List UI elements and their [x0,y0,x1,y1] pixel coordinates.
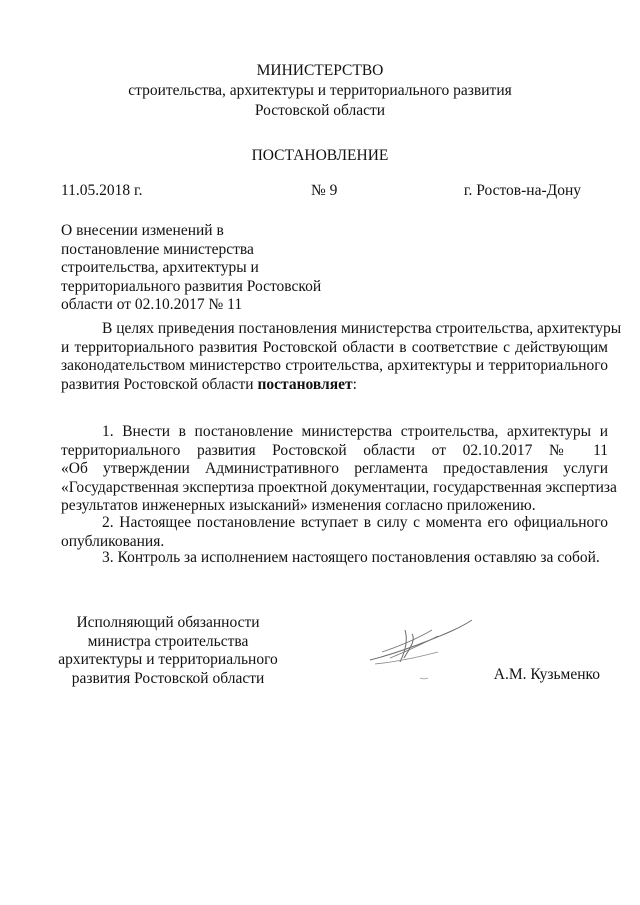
item-line: 1. Внести в постановление министерства строительства, архитектуры и [102,423,608,440]
handwritten-signature [360,600,480,680]
preamble-line [61,376,608,395]
item-line: территориального развития Ростовской области от 02.10.2017 № 11 [61,441,608,459]
signatory-line: архитектуры и территориального [58,651,278,668]
subject-line: области от 02.10.2017 № 11 [61,296,243,313]
resolution-item-3 [61,549,608,568]
ministry-subtitle-line2: Ростовской области [254,102,386,119]
item-line: результатов инженерных изысканий» изменения согласно приложению. [61,497,536,514]
document-date: 11.05.2018 г. [61,182,143,199]
signatory-line: министра строительства [87,632,249,650]
signatory-position [58,614,278,688]
document-city: г. Ростов-на-Дону [463,182,581,199]
preamble-paragraph [61,320,622,394]
preamble-resolves: постановляет [257,375,353,393]
item-line: 3. Контроль за исполнением настоящего постановления оставляю за собой. [102,549,600,566]
ministry-subtitle-line1: строительства, архитектуры и территориального развития [128,82,512,99]
item-line: «Государственная экспертиза проектной документации, государственная экспертиза [61,478,617,496]
document-meta [61,182,581,202]
preamble-line: и территориального развития Ростовской области в соответствие с действующим [61,338,608,356]
document-number: № 9 [311,182,338,199]
item-line: опубликования. [61,532,165,550]
document-subject [61,222,331,315]
subject-line: постановление министерства [61,240,254,258]
ministry-title: МИНИСТЕРСТВО [256,62,384,79]
preamble-line: В целях приведения постановления министерства строительства, архитектуры [102,320,622,337]
document-type: ПОСТАНОВЛЕНИЕ [251,147,389,164]
subject-line: О внесении изменений в [61,222,224,239]
resolution-item-2 [61,514,608,551]
signatory-name: А.М. Кузьменко [493,666,600,683]
preamble-line: законодательством министерство строительства, архитектуры и территориального [61,357,608,374]
signatory-line: Исполняющий обязанности [76,614,260,631]
preamble-colon: : [352,375,357,393]
item-line: «Об утверждении Административного регламента предоставления услуги [61,460,608,477]
item-line: 2. Настоящее постановление вступает в силу с момента его официального [102,514,608,531]
signatory-line: развития Ростовской области [71,669,265,687]
subject-line: территориального развития Ростовской [61,277,322,295]
preamble-last-text: развития Ростовской области [61,375,258,393]
resolution-item-1 [61,423,617,516]
subject-line: строительства, архитектуры и [61,259,259,276]
